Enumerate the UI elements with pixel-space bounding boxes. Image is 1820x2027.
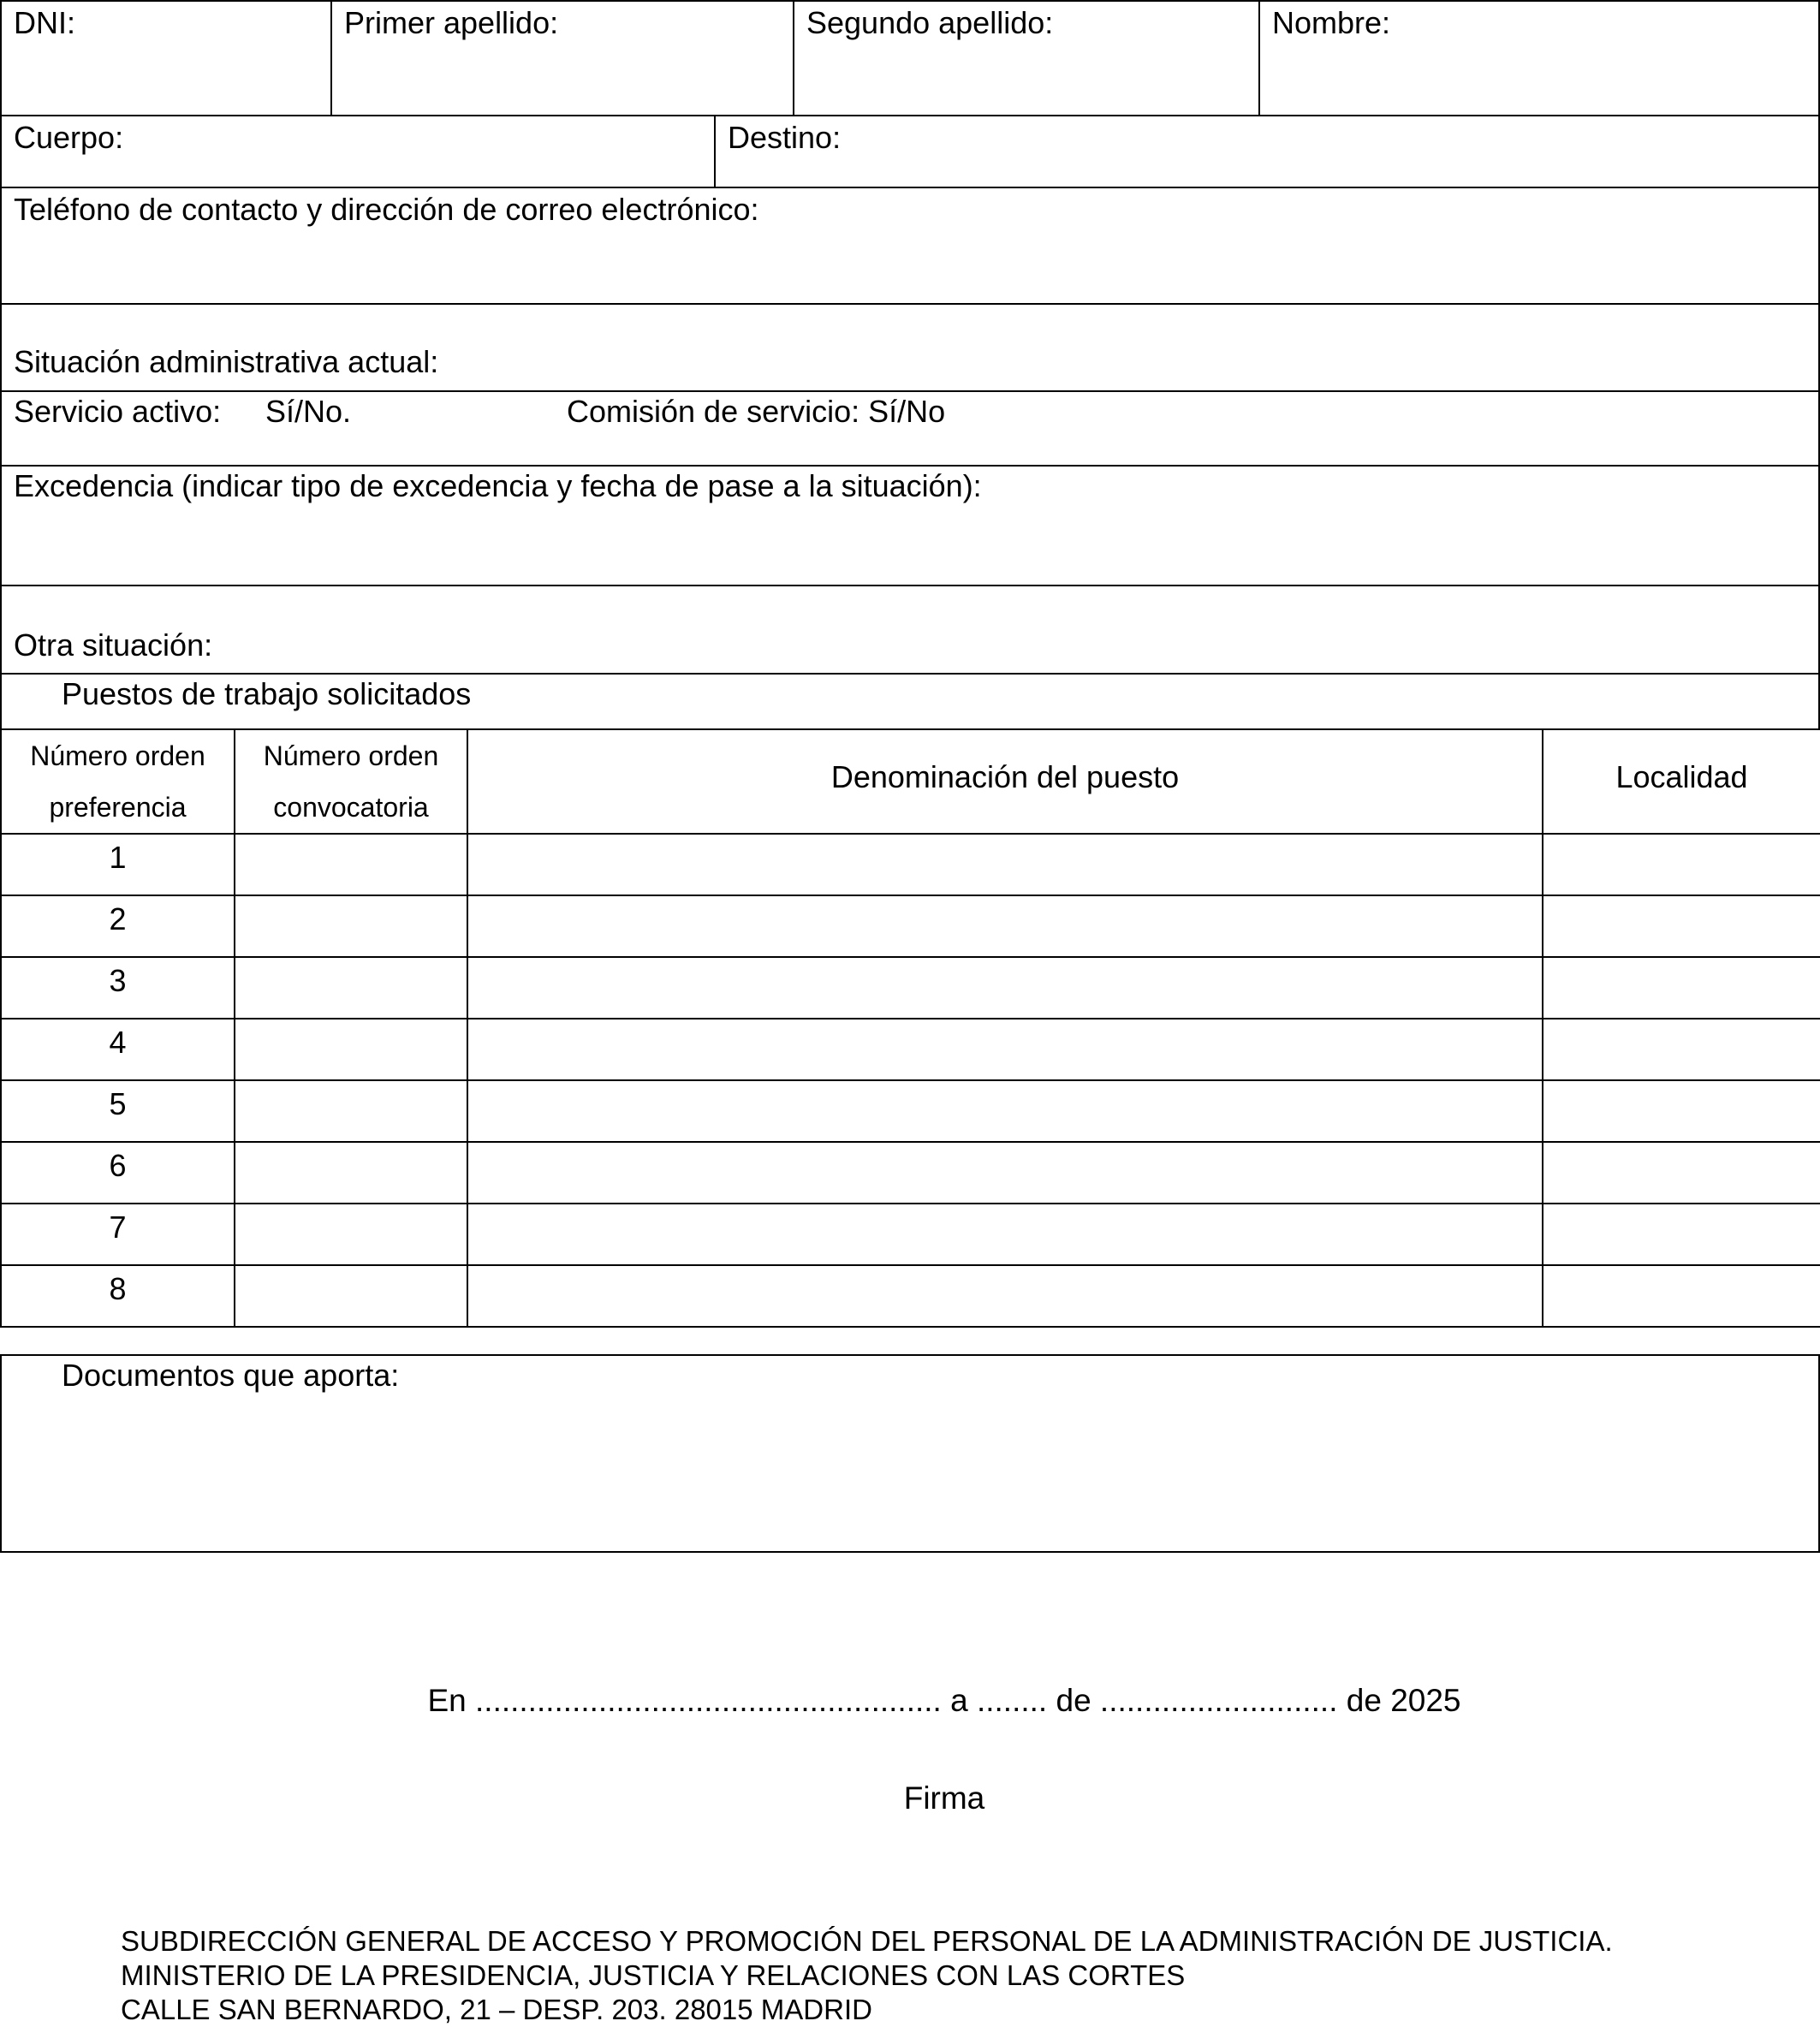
documentos-label: Documentos que aporta: — [62, 1358, 400, 1393]
destino-field[interactable] — [714, 115, 1820, 188]
localidad-cell[interactable] — [1543, 834, 1820, 895]
row-number: 5 — [1, 1080, 235, 1142]
localidad-cell[interactable] — [1543, 1265, 1820, 1327]
col-localidad: Localidad — [1543, 729, 1820, 834]
contacto-field[interactable] — [0, 187, 1820, 305]
cuerpo-label: Cuerpo: — [14, 120, 124, 155]
servicio-activo-label: Servicio activo: — [14, 394, 222, 429]
table-row — [1, 1080, 1820, 1142]
row-number: 7 — [1, 1204, 235, 1265]
primer-apellido-label: Primer apellido: — [344, 5, 559, 40]
nombre-field[interactable] — [1258, 0, 1820, 116]
col-orden-convocatoria-line2: convocatoria — [273, 792, 429, 823]
otra-situacion-field[interactable] — [0, 585, 1820, 675]
dni-label: DNI: — [14, 5, 75, 40]
table-row — [1, 1265, 1820, 1327]
orden-convocatoria-cell[interactable] — [235, 1204, 467, 1265]
col-orden-preferencia-line2: preferencia — [49, 792, 187, 823]
situacion-title: Situación administrativa actual: — [14, 344, 439, 379]
localidad-cell[interactable] — [1543, 1204, 1820, 1265]
orden-convocatoria-cell[interactable] — [235, 1265, 467, 1327]
address-block — [121, 1924, 1613, 2027]
denominacion-cell[interactable] — [467, 895, 1543, 957]
orden-convocatoria-cell[interactable] — [235, 834, 467, 895]
puestos-title: Puestos de trabajo solicitados — [62, 676, 472, 711]
comision-servicio-option[interactable]: Comisión de servicio: Sí/No — [567, 394, 946, 429]
denominacion-cell[interactable] — [467, 957, 1543, 1019]
table-header-row — [1, 729, 1820, 834]
localidad-cell[interactable] — [1543, 1142, 1820, 1204]
segundo-apellido-label: Segundo apellido: — [806, 5, 1054, 40]
contacto-label: Teléfono de contacto y dirección de correo electrónico: — [14, 192, 759, 227]
servicio-row — [0, 390, 1820, 467]
denominacion-cell[interactable] — [467, 834, 1543, 895]
row-number: 8 — [1, 1265, 235, 1327]
excedencia-label: Excedencia (indicar tipo de excedencia y fecha de pase a la situación): — [14, 468, 982, 503]
denominacion-cell[interactable] — [467, 1142, 1543, 1204]
puestos-section — [0, 673, 1820, 730]
otra-situacion-label: Otra situación: — [14, 627, 213, 663]
col-orden-preferencia-line1: Número orden — [30, 740, 205, 771]
row-number: 2 — [1, 895, 235, 957]
denominacion-cell[interactable] — [467, 1204, 1543, 1265]
localidad-cell[interactable] — [1543, 1019, 1820, 1080]
denominacion-cell[interactable] — [467, 1265, 1543, 1327]
row-number: 4 — [1, 1019, 235, 1080]
address-line-1: SUBDIRECCIÓN GENERAL DE ACCESO Y PROMOCIÓN DEL PERSONAL DE LA ADMINISTRACIÓN DE JUSTICIA. — [121, 1925, 1613, 1957]
col-orden-convocatoria-line1: Número orden — [263, 740, 439, 771]
nombre-label: Nombre: — [1272, 5, 1391, 40]
localidad-cell[interactable] — [1543, 1080, 1820, 1142]
denominacion-cell[interactable] — [467, 1080, 1543, 1142]
col-orden-convocatoria — [235, 729, 467, 834]
date-line: En ..................................................... a ........ de ........................... de 2025 — [427, 1683, 1461, 1718]
denominacion-cell[interactable] — [467, 1019, 1543, 1080]
destino-label: Destino: — [728, 120, 842, 155]
table-row — [1, 895, 1820, 957]
orden-convocatoria-cell[interactable] — [235, 1080, 467, 1142]
row-number: 1 — [1, 834, 235, 895]
situacion-section — [0, 303, 1820, 392]
servicio-activo-option[interactable]: Sí/No. — [265, 394, 352, 429]
address-line-2: MINISTERIO DE LA PRESIDENCIA, JUSTICIA Y RELACIONES CON LAS CORTES — [121, 1959, 1186, 1991]
cuerpo-field[interactable] — [0, 115, 716, 188]
table-row — [1, 1019, 1820, 1080]
segundo-apellido-field[interactable] — [793, 0, 1260, 116]
table-row — [1, 834, 1820, 895]
row-number: 6 — [1, 1142, 235, 1204]
excedencia-field[interactable] — [0, 465, 1820, 586]
col-denominacion: Denominación del puesto — [467, 729, 1543, 834]
primer-apellido-field[interactable] — [330, 0, 794, 116]
col-orden-preferencia — [1, 729, 235, 834]
orden-convocatoria-cell[interactable] — [235, 895, 467, 957]
table-row — [1, 1204, 1820, 1265]
puestos-table — [0, 728, 1820, 1328]
localidad-cell[interactable] — [1543, 957, 1820, 1019]
dni-field[interactable] — [0, 0, 332, 116]
address-line-3: CALLE SAN BERNARDO, 21 – DESP. 203. 28015 MADRID — [121, 1994, 872, 2025]
orden-convocatoria-cell[interactable] — [235, 1142, 467, 1204]
firma-label: Firma — [903, 1780, 985, 1816]
documentos-field[interactable] — [0, 1354, 1820, 1553]
orden-convocatoria-cell[interactable] — [235, 957, 467, 1019]
row-number: 3 — [1, 957, 235, 1019]
table-row — [1, 957, 1820, 1019]
localidad-cell[interactable] — [1543, 895, 1820, 957]
orden-convocatoria-cell[interactable] — [235, 1019, 467, 1080]
table-row — [1, 1142, 1820, 1204]
